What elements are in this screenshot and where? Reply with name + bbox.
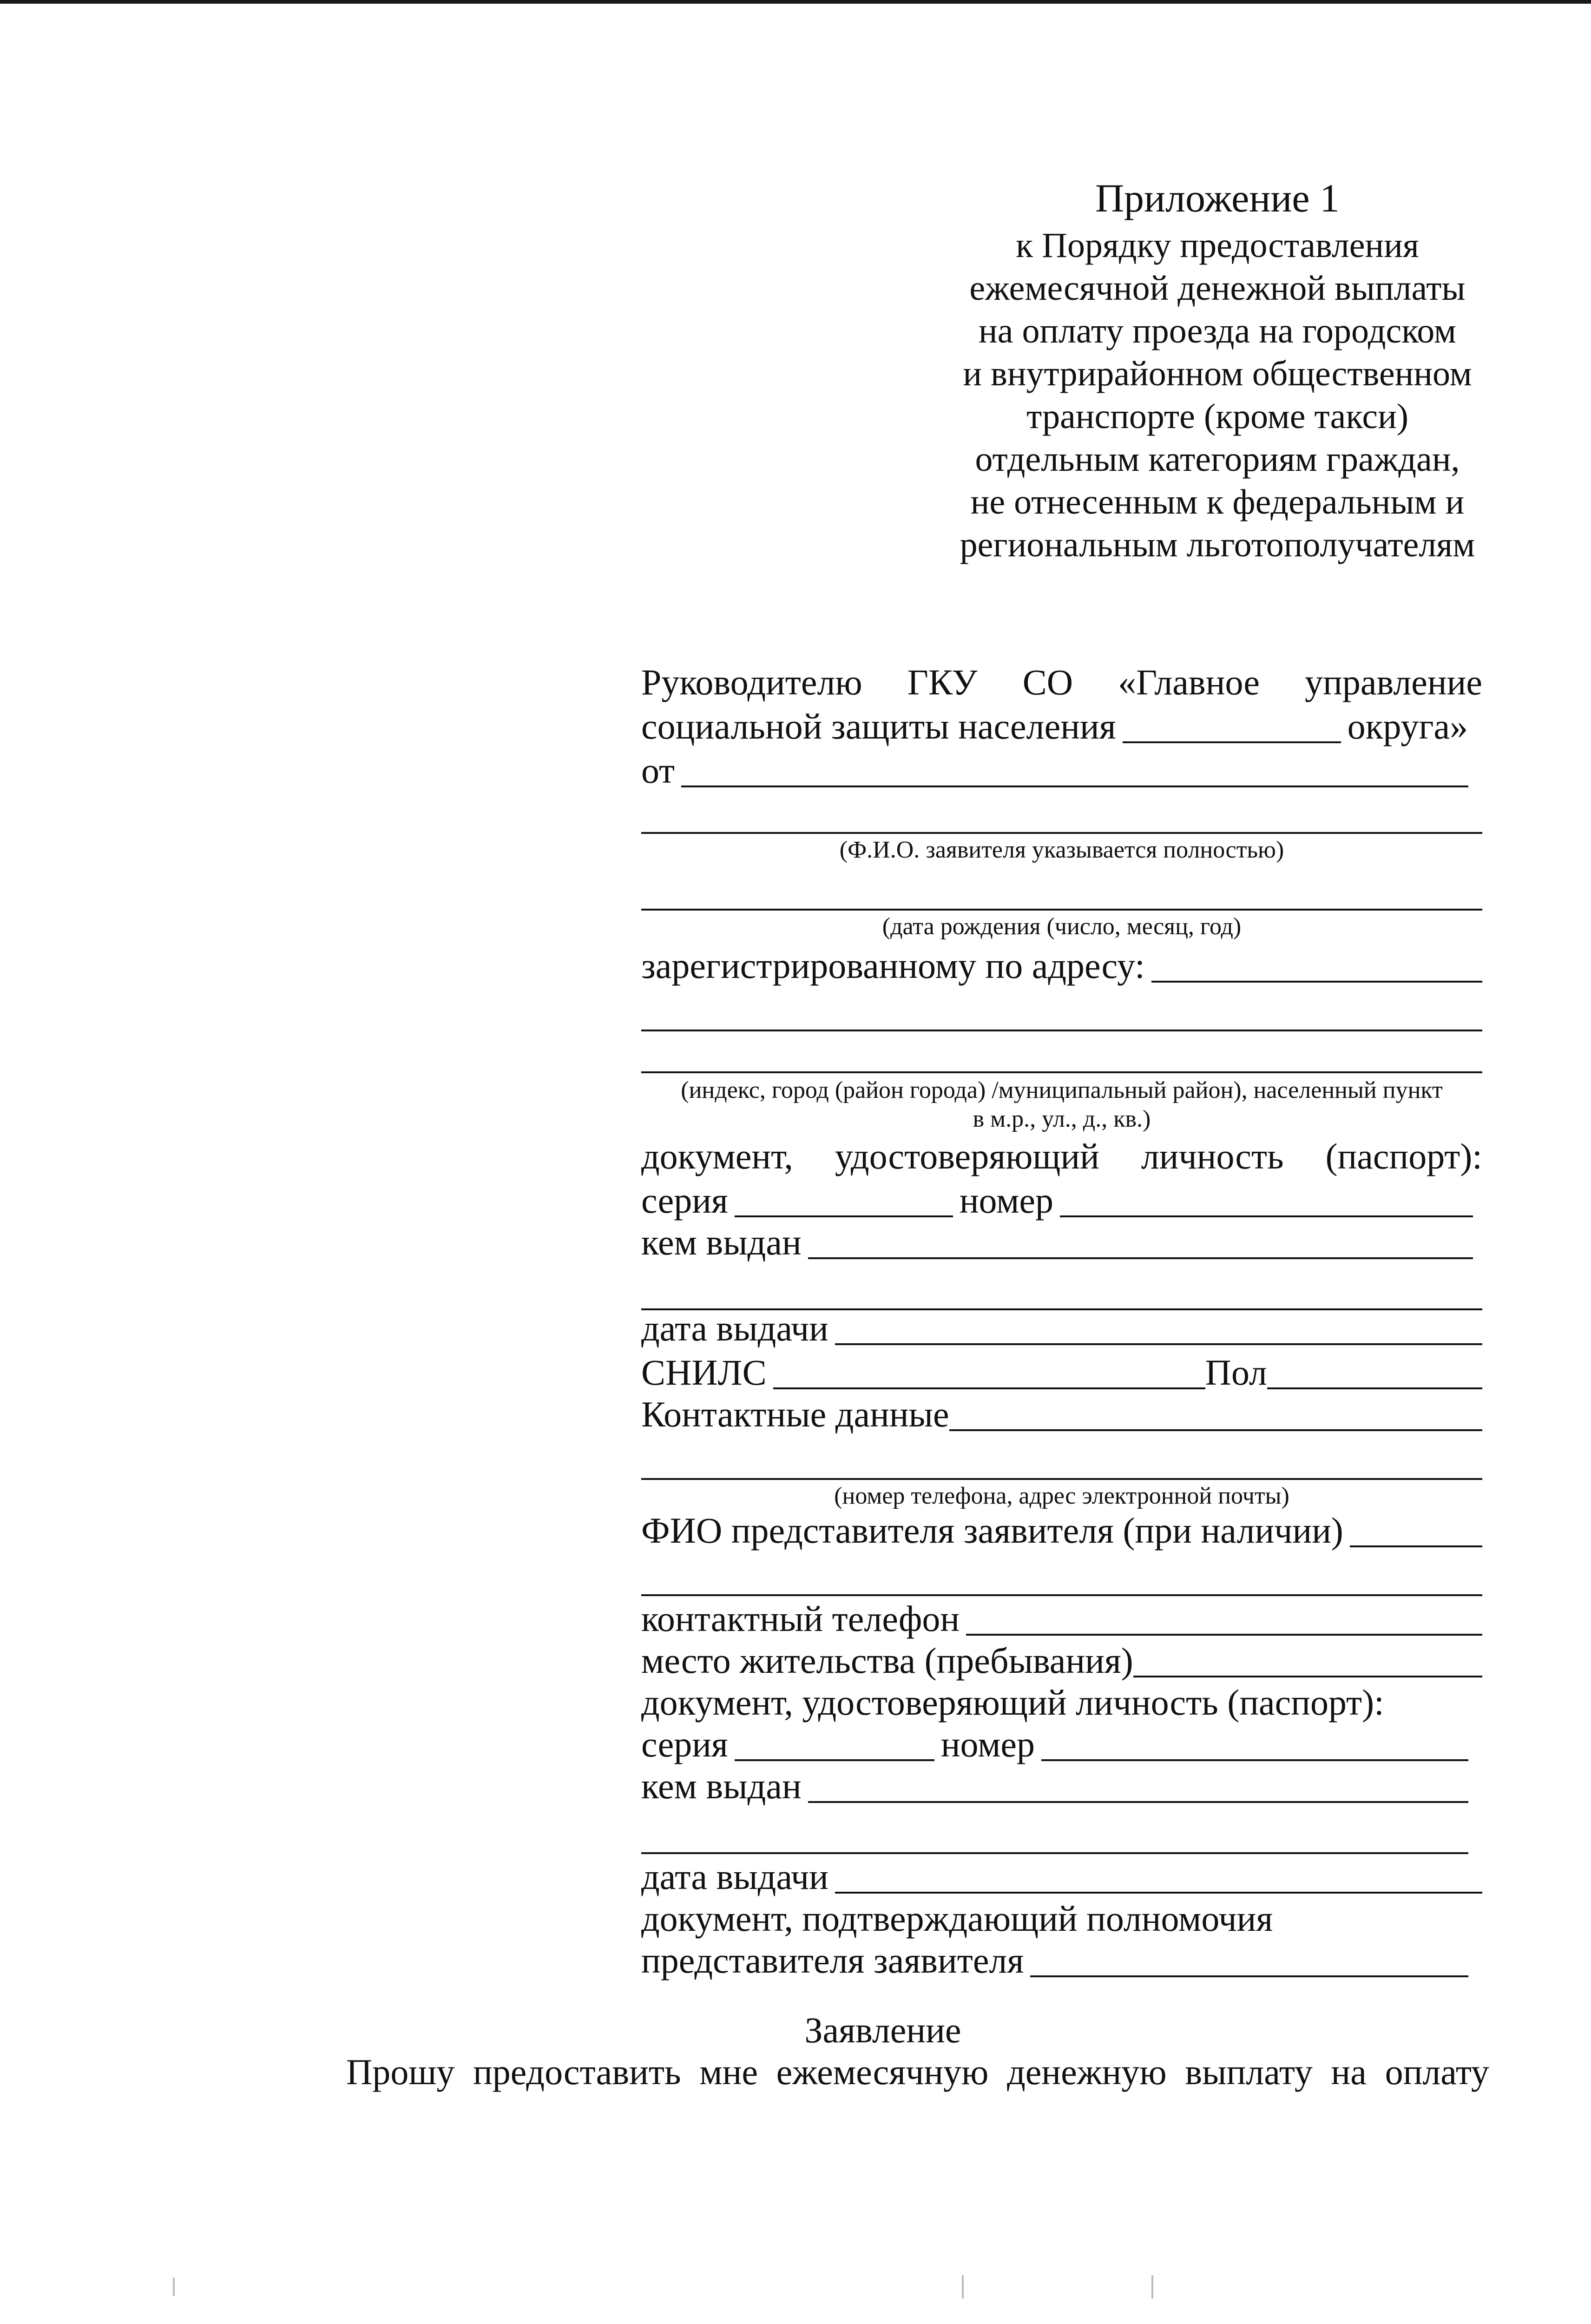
- address-caption-1: (индекс, город (район города) /муниципальный район), населенный пункт: [681, 1077, 1443, 1103]
- registered-row: зарегистрированному по адресу:: [641, 944, 1482, 988]
- representative-residence-field[interactable]: [1133, 1642, 1482, 1677]
- snils-field[interactable]: [773, 1354, 1205, 1389]
- contacts-caption: (номер телефона, адрес электронной почты): [834, 1483, 1289, 1509]
- appendix-line: транспорте (кроме такси): [1026, 397, 1409, 436]
- applicant-fio-field[interactable]: [641, 832, 1482, 834]
- statement-body: Прошу предоставить мне ежемесячную денежную выплату на оплату: [346, 2052, 1489, 2092]
- from-row: от: [641, 748, 1482, 793]
- district-field[interactable]: [1123, 708, 1341, 743]
- issue-date-row: дата выдачи: [641, 1306, 1482, 1351]
- address-caption-2: в м.р., ул., д., кв.): [973, 1106, 1151, 1132]
- representative-issued-by-field[interactable]: [808, 1768, 1468, 1803]
- representative-fio-row: ФИО представителя заявителя (при наличии): [641, 1508, 1482, 1553]
- issued-by-row: кем выдан: [641, 1220, 1482, 1265]
- representative-issued-by-row: кем выдан: [641, 1764, 1482, 1809]
- appendix-line: региональным льготополучателям: [960, 525, 1475, 564]
- representative-fio-field-line-2[interactable]: [641, 1594, 1482, 1596]
- snils-sex-row: СНИЛС Пол: [641, 1350, 1482, 1395]
- statement-title: Заявление: [804, 2010, 961, 2050]
- representative-id-heading: документ, удостоверяющий личность (паспорт):: [641, 1682, 1384, 1723]
- representative-number-field[interactable]: [1041, 1726, 1468, 1761]
- representative-fio-field[interactable]: [1350, 1512, 1482, 1547]
- addressee-line-1: Руководителю ГКУ СО «Главное управление: [641, 662, 1482, 702]
- representative-residence-row: место жительства (пребывания): [641, 1638, 1482, 1683]
- appendix-line: не отнесенным к федеральным и: [970, 482, 1465, 522]
- from-field[interactable]: [681, 752, 1468, 787]
- sex-field[interactable]: [1267, 1354, 1482, 1389]
- contacts-row: Контактные данные: [641, 1392, 1482, 1437]
- representative-series-number-row: серия номер: [641, 1722, 1482, 1767]
- registered-address-field[interactable]: [1151, 947, 1482, 983]
- passport-number-field[interactable]: [1060, 1182, 1473, 1217]
- issue-date-field[interactable]: [835, 1310, 1482, 1345]
- representative-issue-date-row: дата выдачи: [641, 1855, 1482, 1899]
- representative-phone-field[interactable]: [966, 1600, 1482, 1636]
- passport-series-number-row: серия номер: [641, 1178, 1482, 1223]
- authority-doc-row: представителя заявителя: [641, 1938, 1482, 1983]
- representative-issued-by-field-line-2[interactable]: [641, 1852, 1468, 1854]
- passport-series-field[interactable]: [735, 1182, 953, 1217]
- contacts-field-line-2[interactable]: [641, 1478, 1482, 1480]
- appendix-heading: [911, 172, 1524, 566]
- appendix-line: к Порядку предоставления: [1016, 226, 1419, 265]
- scan-artifact: [173, 2278, 175, 2296]
- appendix-line: на оплату проезда на городском: [979, 311, 1456, 350]
- representative-phone-row: контактный телефон: [641, 1597, 1482, 1641]
- scan-artifact: [1151, 2275, 1153, 2298]
- birth-date-field[interactable]: [641, 909, 1482, 911]
- contacts-field[interactable]: [949, 1396, 1482, 1431]
- appendix-line: ежемесячной денежной выплаты: [969, 269, 1466, 308]
- appendix-line: и внутрирайонном общественном: [963, 354, 1472, 393]
- authority-doc-field[interactable]: [1030, 1942, 1468, 1977]
- appendix-line: отдельным категориям граждан,: [975, 440, 1460, 479]
- issued-by-field[interactable]: [808, 1224, 1473, 1259]
- representative-series-field[interactable]: [735, 1726, 934, 1761]
- representative-issue-date-field[interactable]: [835, 1858, 1482, 1894]
- applicant-fio-caption: (Ф.И.О. заявителя указывается полностью): [839, 837, 1284, 863]
- appendix-title: Приложение 1: [1095, 176, 1340, 220]
- address-field-line-3[interactable]: [641, 1071, 1482, 1073]
- scan-artifact: [962, 2275, 964, 2298]
- address-field-line-2[interactable]: [641, 1030, 1482, 1031]
- authority-doc-line-1: документ, подтверждающий полномочия: [641, 1898, 1273, 1939]
- addressee-line-2: социальной защиты населения округа»: [641, 706, 1468, 746]
- birth-date-caption: (дата рождения (число, месяц, год): [882, 913, 1242, 940]
- id-document-heading: документ, удостоверяющий личность (паспорт):: [641, 1136, 1482, 1176]
- scan-top-edge: [0, 0, 1591, 4]
